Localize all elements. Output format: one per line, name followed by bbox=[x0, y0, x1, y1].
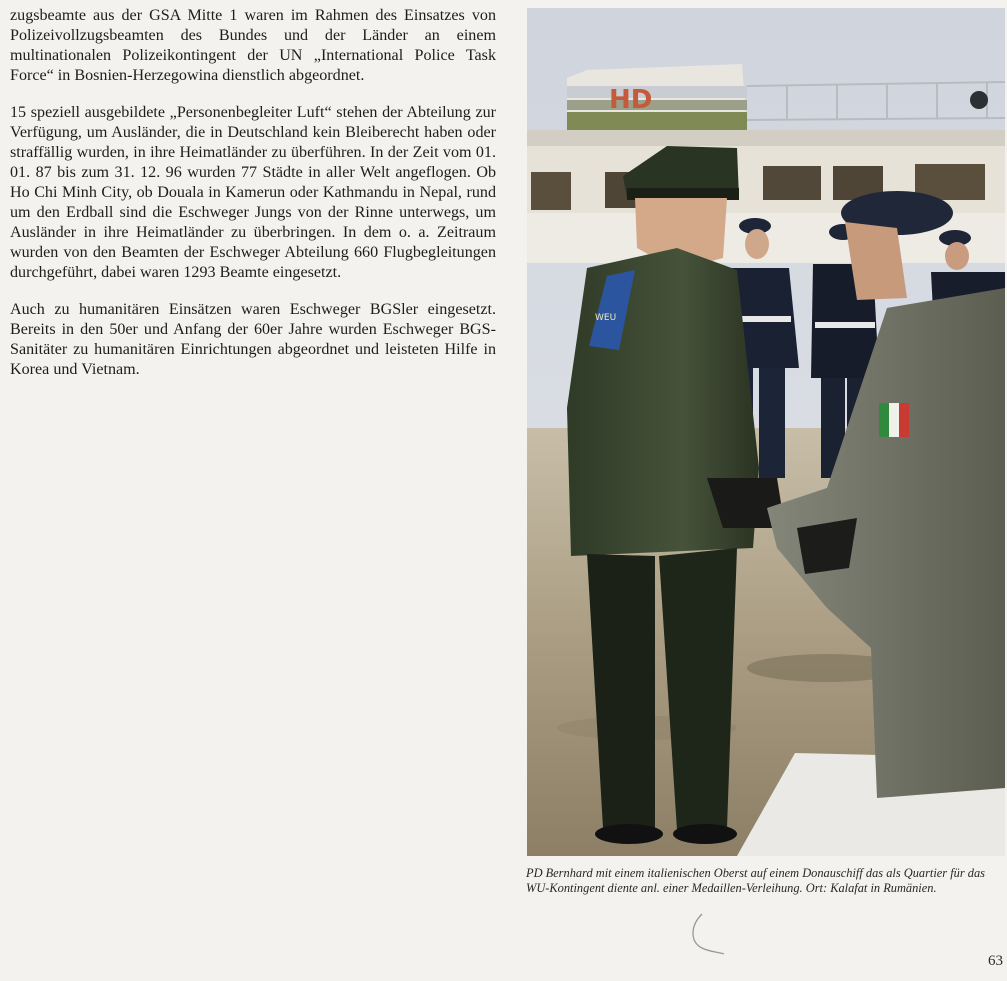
paragraph-3: Auch zu humanitären Einsätzen waren Eschweger BGSler eingesetzt. Bereits in den 50er und Anfang der 60er Jahre wurden Eschweger BGS-Sanitäter zu humanitären Einrichtungen abgeordnet und leisteten Hilfe in Korea und Vietnam. bbox=[10, 301, 496, 378]
page-number: 63 bbox=[988, 953, 1003, 969]
pencil-mark bbox=[688, 912, 728, 957]
paragraph-1: zugsbeamte aus der GSA Mitte 1 waren im Rahmen des Einsatzes von Polizeivollzugsbeamten des Bundes und der Länder an einem multinationalen Polizeikontingent der UN „International Police Task Force“ in Bosnien-Herzegowina dienstlich abgeordnet. bbox=[10, 7, 496, 84]
ship-funnel bbox=[567, 64, 747, 130]
paragraph-2: 15 speziell ausgebildete „Personenbegleiter Luft“ stehen der Abteilung zur Verfügung, um Ausländer, die in Deutschland kein Bleiberecht haben oder straffällig wurden, in ihre Heimatländer zu überführen. In der Zeit vom 01. 01. 87 bis zum 31. 12. 96 wurden 77 Städte in aller Welt angeflogen. Ob Ho Chi Minh City, ob Douala in Kamerun oder Kathmandu in Nepal, rund um den Erdball sind die Eschweger Jungs von der Rinne unterwegs, um Ausländer in ihre Heimatländer zu überbringen. In dem o. a. Zeitraum wurden von den Beamten der Eschweger Abteilung 660 Flugbegleitungen durchgeführt, dabei waren 1293 Beamte eingesetzt. bbox=[10, 104, 496, 281]
text-column bbox=[10, 6, 496, 397]
photo bbox=[527, 8, 1005, 856]
weu-badge: WEU bbox=[595, 313, 617, 323]
ship-sign: HD bbox=[609, 85, 653, 115]
photo-caption: PD Bernhard mit einem italienischen Oberst auf einem Donauschiff das als Quartier für das WU-Kontingent diente anl. einer Medaillen-Verleihung. Ort: Kalafat in Rumänien. bbox=[526, 866, 985, 895]
loudspeaker bbox=[970, 91, 988, 109]
